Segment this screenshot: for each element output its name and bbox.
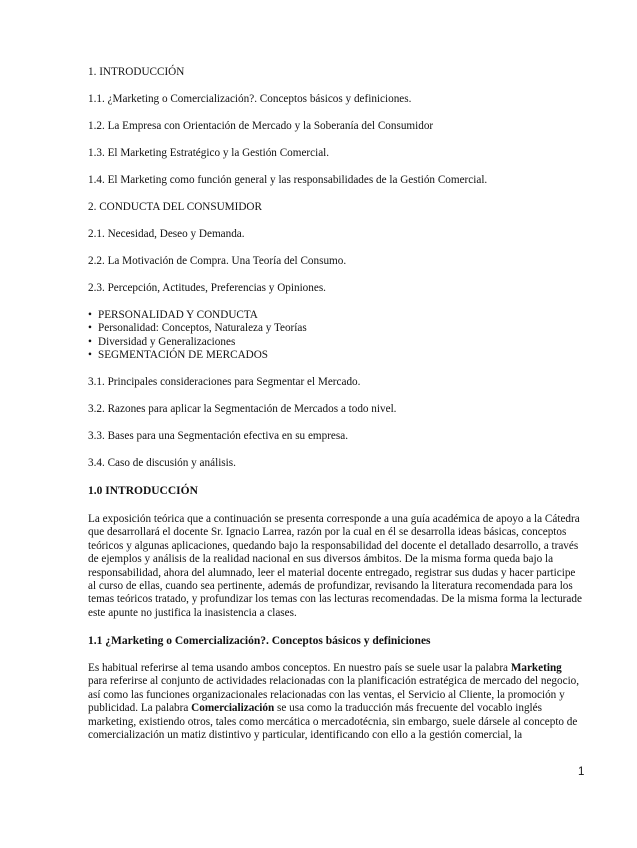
- toc-item: 1.2. La Empresa con Orientación de Mercado y la Soberanía del Consumidor: [88, 120, 434, 132]
- paragraph-line: así como las funciones organizacionales relacionadas con las ventas, el Servicio al Cliente, la promoción y: [88, 688, 565, 701]
- paragraph-line: comercialización un matiz distintivo y particular, identificando con ello a la gestión comercial, la: [88, 729, 523, 742]
- toc-item: 1.4. El Marketing como función general y las responsabilidades de la Gestión Comercial.: [88, 174, 488, 186]
- bullet-icon: •: [88, 349, 92, 361]
- toc-item: 2.2. La Motivación de Compra. Una Teoría del Consumo.: [88, 255, 347, 267]
- paragraph-line: responsabilidad, ahora del alumnado, leer el material docente entregado, registrar sus dudas y hacer participe: [88, 566, 576, 579]
- paragraph-line: para referirse al conjunto de actividades relacionadas con la planificación estratégica de mercado del negocio,: [88, 675, 580, 688]
- bullet-icon: •: [88, 322, 92, 334]
- paragraph-line: este apunte no justifica la inasistencia a clases.: [88, 606, 297, 619]
- toc-item: 3.1. Principales consideraciones para Segmentar el Mercado.: [88, 376, 361, 388]
- bullet-item: • Diversidad y Generalizaciones: [88, 336, 236, 348]
- toc-item: 1.1. ¿Marketing o Comercialización?. Conceptos básicos y definiciones.: [88, 93, 412, 105]
- paragraph-line: al curso de ellas, cuando sea pertinente, además de profundizar, revisando la literatura recomendada para los: [88, 580, 573, 593]
- paragraph-line: Es habitual referirse al tema usando ambos conceptos. En nuestro país se suele usar la palabra Marketing: [88, 662, 562, 674]
- bullet-item: • SEGMENTACIÓN DE MERCADOS: [88, 349, 269, 361]
- toc-item: 3.3. Bases para una Segmentación efectiva en su empresa.: [88, 430, 349, 442]
- bullet-icon: •: [88, 336, 92, 348]
- marketing-paragraph: [88, 662, 588, 742]
- paragraph-line: marketing, existiendo otros, tales como mercática o mercadotécnia, sin embargo, suele dársele al concepto de: [88, 715, 578, 728]
- toc-item: 3.2. Razones para aplicar la Segmentación de Mercados a todo nivel.: [88, 403, 397, 415]
- intro-paragraph: [88, 513, 588, 620]
- bold-term: Marketing: [510, 662, 562, 674]
- toc-item: 3.4. Caso de discusión y análisis.: [88, 457, 236, 469]
- toc-item: 2.1. Necesidad, Deseo y Demanda.: [88, 228, 245, 240]
- paragraph-line: temas teóricos tratado, y profundizar los temas con las lecturas recomendadas. De la misma forma la lecturade: [88, 593, 582, 606]
- section-heading: 1.0 INTRODUCCIÓN: [88, 485, 198, 497]
- bullet-item: • Personalidad: Conceptos, Naturaleza y Teorías: [88, 322, 307, 334]
- page-number: 1: [578, 766, 585, 778]
- paragraph-line: publicidad. La palabra Comercialización se usa como la traducción más frecuente del vocablo inglés: [88, 702, 542, 715]
- toc-item: 2.3. Percepción, Actitudes, Preferencias y Opiniones.: [88, 282, 326, 294]
- toc-item: 2. CONDUCTA DEL CONSUMIDOR: [88, 201, 262, 213]
- bullet-item: • PERSONALIDAD Y CONDUCTA: [88, 309, 258, 321]
- bullet-icon: •: [88, 309, 92, 321]
- toc-item: 1. INTRODUCCIÓN: [88, 66, 185, 78]
- section-heading: 1.1 ¿Marketing o Comercialización?. Conceptos básicos y definiciones: [88, 635, 431, 647]
- paragraph-line: que desarrollará el docente Sr. Ignacio Larrea, razón por la cual en él se desarrolla ideas básicas, conceptos: [88, 526, 567, 539]
- paragraph-line: de ejemplos y análisis de la realidad nacional en sus diversos ámbitos. De la misma forma queda bajo la: [88, 553, 554, 566]
- bold-term: Comercialización: [191, 702, 275, 715]
- paragraph-line: La exposición teórica que a continuación se presenta corresponde a una guía académica de apoyo a la Cátedra: [88, 513, 580, 525]
- paragraph-line: teóricos y algunas aplicaciones, quedando bajo la responsabilidad del docente el detallado desarrollo, a través: [88, 539, 579, 552]
- toc-item: 1.3. El Marketing Estratégico y la Gestión Comercial.: [88, 147, 330, 159]
